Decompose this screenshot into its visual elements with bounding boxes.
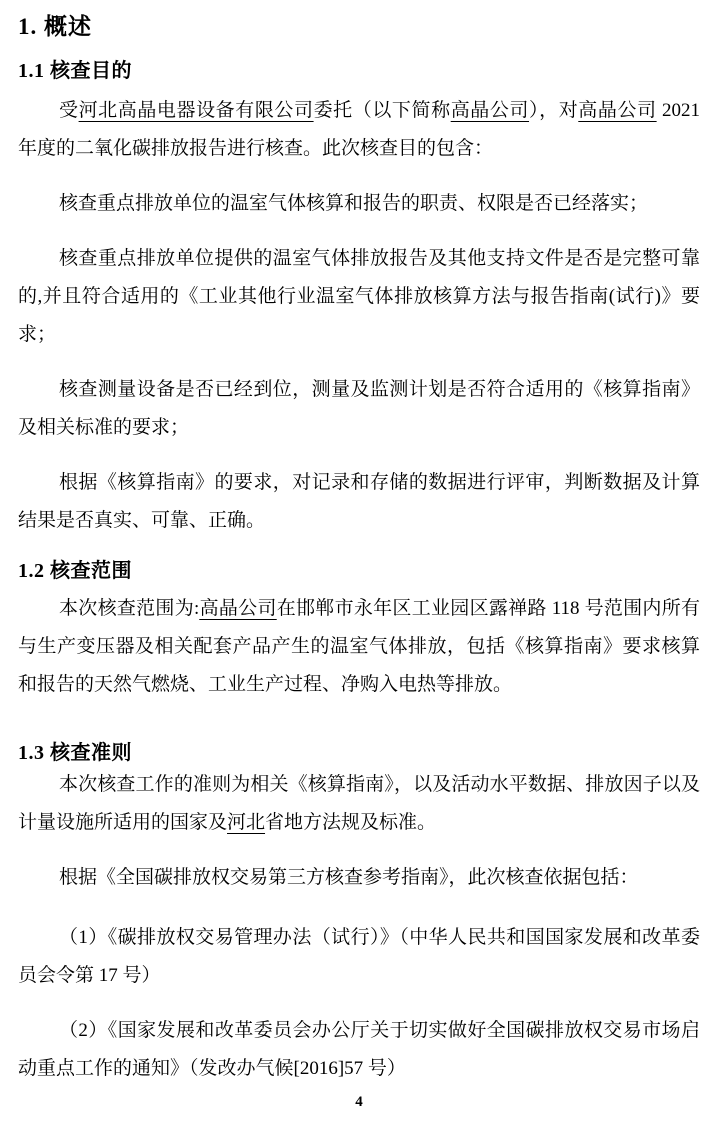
paragraph: [18, 590, 700, 704]
chapter-heading: 1. 概述: [18, 14, 92, 39]
paragraph: [18, 92, 700, 168]
underlined-company-full-name: 河北高晶电器设备有限公司: [78, 100, 314, 121]
paragraph: [18, 766, 700, 842]
text-run: 本次核查工作的准则为相关《核算指南》，以及活动水平数据、排放因子以及计量设施所适用的国家及: [18, 774, 700, 833]
paragraph-objective-2: 核查重点排放单位提供的温室气体排放报告及其他支持文件是否是完整可靠的,并且符合适用的《工业其他行业温室气体排放核算方法与报告指南(试行)》要求；: [18, 248, 700, 345]
text-run: 2021 年度的二氧化碳排放报告进行核查。此次核查目的包含：: [18, 100, 700, 159]
page-number: 4: [355, 1094, 363, 1110]
section-verification-scope: [18, 558, 700, 704]
text-run: 委托（以下简称: [313, 100, 451, 121]
section-heading-1-2: 1.2 核查范围: [18, 560, 132, 582]
paragraph-reference-1: （1）《碳排放权交易管理办法（试行）》（中华人民共和国国家发展和改革委员会令第 17 号）: [18, 927, 700, 986]
text-run: ），对: [529, 100, 579, 121]
text-run: 本次核查范围为:: [59, 598, 200, 619]
text-run: 在邯郸市永年区工业园区露禅路 118 号范围内所有与生产变压器及相关配套产品产生的温室气体排放，包括《核算指南》要求核算和报告的天然气燃烧、工业生产过程、净购入电热等排放。: [18, 598, 701, 695]
underlined-company-short-name: 高晶公司: [199, 598, 277, 619]
section-verification-criteria: [18, 740, 700, 1088]
underlined-province-name: 河北: [227, 812, 266, 833]
paragraph-objective-3: 核查测量设备是否已经到位，测量及监测计划是否符合适用的《核算指南》及相关标准的要求；: [18, 379, 700, 438]
section-heading-1-1: 1.1 核查目的: [18, 60, 132, 82]
paragraph-objective-4: 根据《核算指南》的要求，对记录和存储的数据进行评审，判断数据及计算结果是否真实、可靠、正确。: [18, 472, 700, 531]
text-run: 受: [59, 100, 79, 121]
paragraph-objective-1: 核查重点排放单位的温室气体核算和报告的职责、权限是否已经落实；: [59, 193, 649, 214]
section-verification-objectives: [18, 58, 700, 540]
underlined-company-short-name: 高晶公司: [578, 100, 657, 121]
underlined-company-short-name: 高晶公司: [450, 100, 530, 121]
paragraph-reference-2: （2）《国家发展和改革委员会办公厅关于切实做好全国碳排放权交易市场启动重点工作的通知》（发改办气候[2016]57 号）: [18, 1020, 700, 1079]
text-run: 省地方法规及标准。: [265, 812, 437, 833]
paragraph-criteria-intro: 根据《全国碳排放权交易第三方核查参考指南》，此次核查依据包括：: [59, 867, 639, 888]
section-heading-1-3: 1.3 核查准则: [18, 742, 132, 764]
